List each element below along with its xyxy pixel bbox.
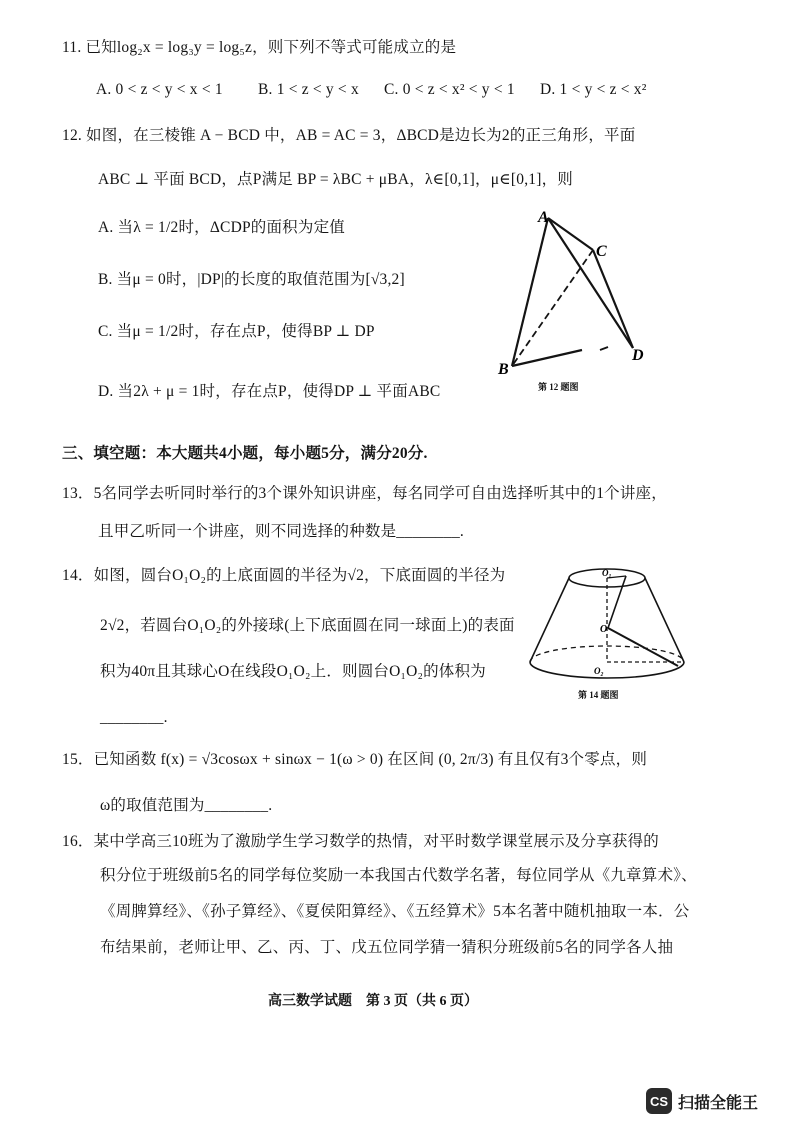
- q11-option-b: B. 1 < z < y < x: [258, 81, 359, 98]
- q11-stem: 11. 已知log₂x = log₃y = log₅z，则下列不等式可能成立的是: [62, 39, 457, 56]
- q14-line2: 2√2，若圆台O₁O₂的外接球(上下底面圆在同一球面上)的表面: [100, 617, 515, 634]
- q16-line3: 《周脾算经》、《孙子算经》、《夏侯阳算经》、《五经算术》5本名著中随机抽取一本．公: [100, 903, 690, 920]
- q12-option-d: D. 当2λ + μ = 1时，存在点P，使得DP ⊥ 平面ABC: [98, 383, 441, 400]
- q12-tetrahedron-figure: [490, 200, 670, 380]
- label-o1: O₁: [602, 568, 612, 578]
- edge-bd-dash: [600, 347, 608, 350]
- label-o2: O₂: [594, 666, 604, 676]
- vertex-d-label: D: [632, 347, 644, 364]
- q12-line1: 12. 如图，在三棱锥 A − BCD 中，AB = AC = 3，ΔBCD是边长为2的正三角形，平面: [62, 127, 636, 144]
- q15-line1: 15．已知函数 f(x) = √3cosωx + sinωx − 1(ω > 0) 在区间 (0, 2π/3) 有且仅有3个零点，则: [62, 751, 648, 768]
- edge-cd: [593, 250, 633, 348]
- q11-option-a: A. 0 < z < y < x < 1: [96, 81, 223, 98]
- q12-option-b: B. 当μ = 0时，|DP|的长度的取值范围为[√3,2]: [98, 271, 405, 288]
- vertex-b-label: B: [498, 361, 509, 378]
- q12-line2: ABC ⊥ 平面 BCD，点P满足 BP = λBC + μBA，λ∈[0,1]，μ∈[0,1]，则: [98, 171, 574, 188]
- q12-caption: 第 12 题图: [538, 382, 579, 392]
- q12-option-a: A. 当λ = 1/2时，ΔCDP的面积为定值: [98, 219, 345, 236]
- edge-ab: [512, 218, 548, 366]
- vertex-a-label: A: [538, 209, 549, 226]
- q14-line3: 积为40π且其球心O在线段O₁O₂上．则圆台O₁O₂的体积为: [100, 663, 486, 680]
- q11-option-d: D. 1 < y < z < x²: [540, 81, 647, 98]
- section-3-heading: 三、填空题：本大题共4小题，每小题5分，满分20分.: [62, 445, 428, 462]
- camscanner-watermark: [646, 1088, 758, 1114]
- q14-frustum-figure: [528, 562, 688, 686]
- sphere-radius-lower: [608, 628, 678, 666]
- q16-line4: 布结果前，老师让甲、乙、丙、丁、戊五位同学猜一猜积分班级前5名的同学各人抽: [100, 939, 674, 956]
- q14-line4: ________.: [100, 709, 168, 726]
- page-footer: 高三数学试题 第 3 页（共 6 页）: [268, 994, 478, 1009]
- q13-line1: 13．5名同学去听同时举行的3个课外知识讲座，每名同学可自由选择听其中的1个讲座，: [62, 485, 667, 502]
- q12-option-c: C. 当μ = 1/2时，存在点P，使得BP ⊥ DP: [98, 323, 375, 340]
- bottom-base-front-arc: [530, 662, 684, 678]
- q16-line2: 积分位于班级前5名的同学每位奖励一本我国古代数学名著，每位同学从《九章算术》、: [100, 867, 697, 884]
- q14-caption: 第 14 题图: [578, 690, 619, 700]
- q16-line1: 16．某中学高三10班为了激励学生学习数学的热情，对平时数学课堂展示及分享获得的: [62, 833, 660, 850]
- label-o: O: [600, 624, 608, 635]
- sphere-radius-upper: [608, 576, 626, 628]
- camscanner-label: 扫描全能王: [678, 1092, 759, 1112]
- q15-line2: ω的取值范围为________.: [100, 797, 273, 814]
- q11-option-c: C. 0 < z < x² < y < 1: [384, 81, 515, 98]
- q13-line2: 且甲乙听同一个讲座，则不同选择的种数是________.: [98, 523, 464, 540]
- edge-ac: [548, 218, 593, 250]
- right-slant-edge: [645, 578, 684, 662]
- edge-ad: [548, 218, 633, 348]
- camscanner-logo-icon: CS: [646, 1088, 672, 1114]
- vertex-c-label: C: [596, 243, 607, 260]
- q14-line1: 14．如图，圆台O₁O₂的上底面圆的半径为√2，下底面圆的半径为: [62, 567, 506, 584]
